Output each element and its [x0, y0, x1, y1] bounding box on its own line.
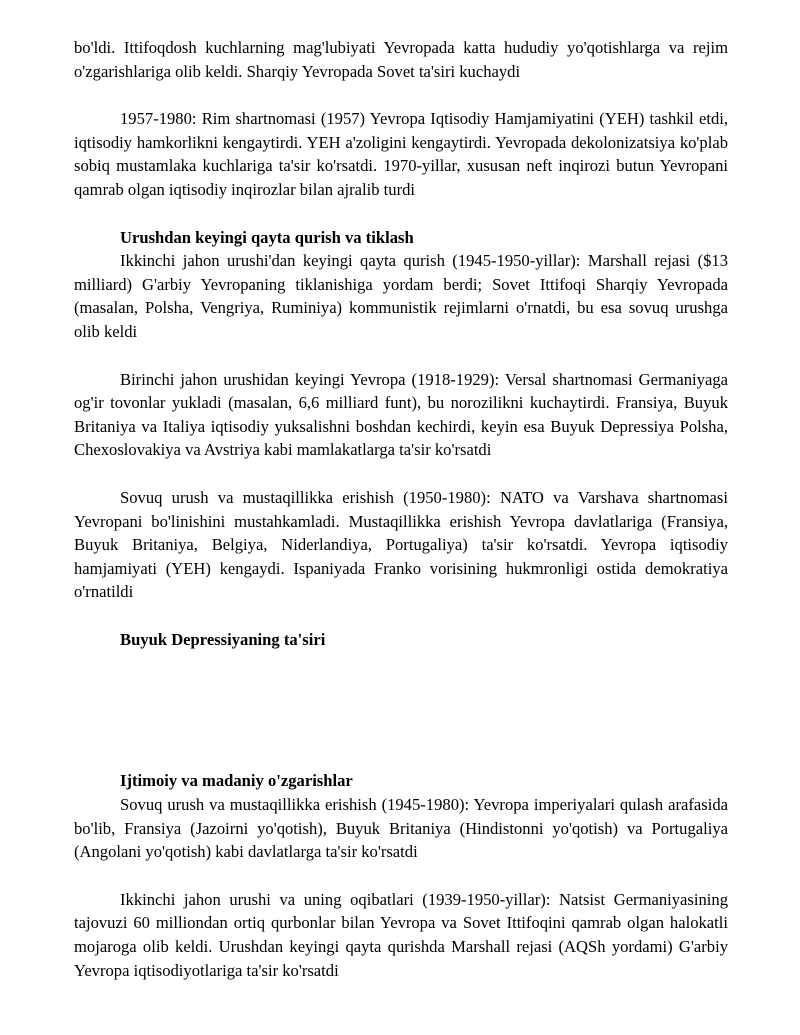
paragraph-cold-war-1945-1980: Sovuq urush va mustaqillikka erishish (1945-1980): Yevropa imperiyalari qulash arafasida bo'lib, Fransiya (Jazoirni yo'qotish), Buyuk Britaniya (Hindistonni yo'qotish) va Portugaliya (Angolani yo'qotish) kabi davlatlarga ta'sir ko'rsatdi	[74, 795, 728, 862]
section-heading-great-depression: Buyuk Depressiyaning ta'siri	[120, 629, 326, 649]
paragraph-post-ww2-reconstruction: Ikkinchi jahon urushi'dan keyingi qayta qurish (1945-1950-yillar): Marshall rejasi ($13 milliard) G'arbiy Yevropaning tiklanishiga yordam berdi; Sovet Ittifoqi Sharqiy Yevropada (masalan, Polsha, Vengriya, Ruminiya) kommunistik rejimlarni o'rnatdi, bu esa sovuq urushga olib keldi	[74, 251, 728, 341]
paragraph-cold-war-1950-1980: Sovuq urush va mustaqillikka erishish (1950-1980): NATO va Varshava shartnomasi Yevropani bo'linishini mustahkamladi. Mustaqillikka erishish Yevropa davlatlariga (Fransiya, Buyuk Britaniya, Belgiya, Niderlandiya, Portugaliya) ta'sir ko'rsatdi. Yevropa iqtisodiy hamjamiyati (YEH) kengaydi. Ispaniyada Franko vorisining hukmronligi ostida demokratiya o'rnatildi	[74, 487, 728, 602]
section-heading-social-cultural: Ijtimoiy va madaniy o'zgarishlar	[120, 771, 353, 791]
section-heading-reconstruction: Urushdan keyingi qayta qurish va tiklash	[120, 227, 414, 247]
paragraph-ww2-consequences: Ikkinchi jahon urushi va uning oqibatlari (1939-1950-yillar): Natsist Germaniyasining tajovuzi 60 milliondan ortiq qurbonlar bilan Yevropa va Sovet Ittifoqini qamrab olgan halokatli mojaroga olib keldi. Urushdan keyingi qayta qurishda Marshall rejasi (AQSh yordami) G'arbiy Yevropa iqtisodiyotlariga ta'sir ko'rsatdi	[74, 889, 728, 980]
paragraph-post-ww1-europe: Birinchi jahon urushidan keyingi Yevropa (1918-1929): Versal shartnomasi Germaniyaga og'ir tovonlar yukladi (masalan, 6,6 milliard funt), bu norozilikni kuchaytirdi. Fransiya, Buyuk Britaniya va Italiya iqtisodiy yuksalishni boshdan kechirdi, keyin esa Buyuk Depressiya Polsha, Chexoslovakiya va Avstriya kabi mamlakatlarga ta'sir ko'rsatdi	[74, 369, 728, 460]
paragraph-continuation: bo'ldi. Ittifoqdosh kuchlarning mag'lubiyati Yevropada katta hududiy yo'qotishlarga va rejim o'zgarishlariga olib keldi. Sharqiy Yevropada Sovet ta'siri kuchaydi	[74, 38, 728, 81]
paragraph-1957-1980: 1957-1980: Rim shartnomasi (1957) Yevropa Iqtisodiy Hamjamiyatini (YEH) tashkil etdi, iqtisodiy hamkorlikni kengaytirdi. YEH a'zoligini kengaytirdi. Yevropada dekolonizatsiya ko'plab sobiq mustamlaka kuchlariga ta'sir ko'rsatdi. 1970-yillar, xususan neft inqirozi butun Yevropani qamrab olgan iqtisodiy inqirozlar bilan ajralib turdi	[74, 109, 728, 199]
document-page	[74, 36, 728, 982]
